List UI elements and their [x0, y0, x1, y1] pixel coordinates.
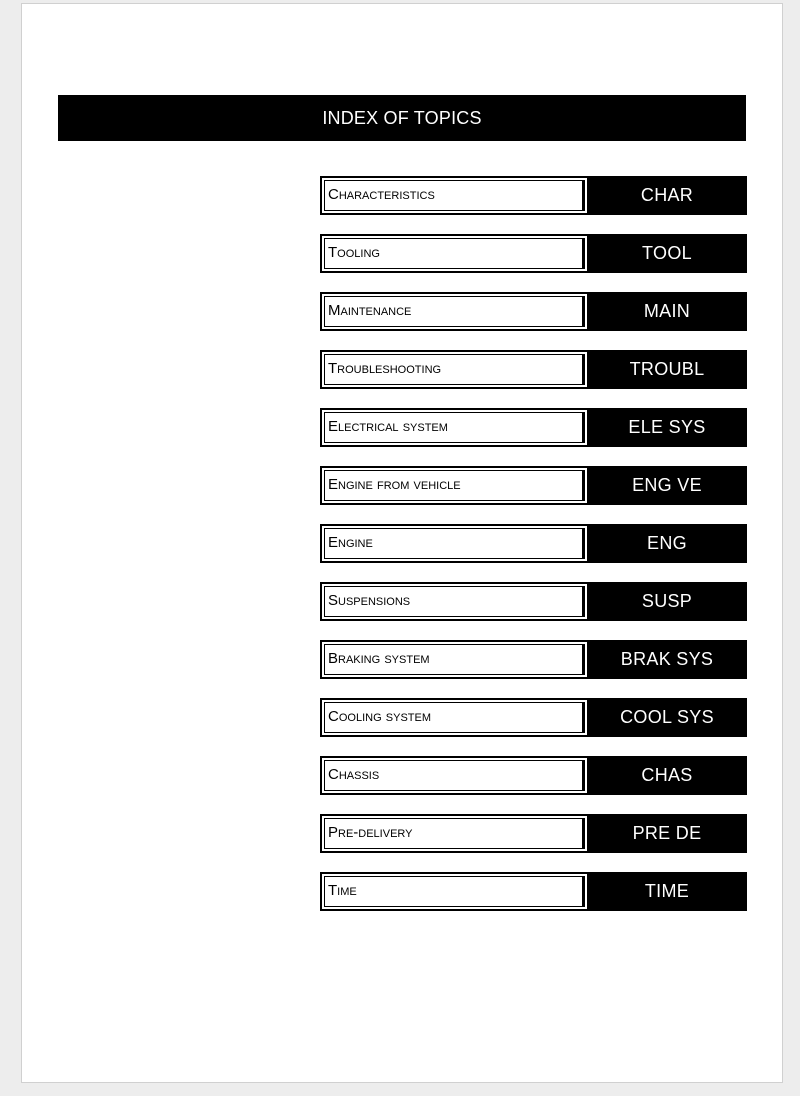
topic-code[interactable]: SUSP — [587, 582, 747, 621]
topic-label-box — [320, 292, 587, 331]
topic-code[interactable]: TROUBL — [587, 350, 747, 389]
topic-label-box — [320, 814, 587, 853]
topic-code[interactable]: CHAS — [587, 756, 747, 795]
topic-label: Engine from vehicle — [324, 470, 585, 501]
topic-code[interactable]: ENG VE — [587, 466, 747, 505]
topic-code[interactable]: ELE SYS — [587, 408, 747, 447]
topic-label-box — [320, 872, 587, 911]
topic-label-box — [320, 698, 587, 737]
topic-label: Characteristics — [324, 180, 585, 211]
topic-label: Engine — [324, 528, 585, 559]
topic-label: Suspensions — [324, 586, 585, 617]
topic-label: Maintenance — [324, 296, 585, 327]
topic-row-troubleshooting[interactable] — [320, 350, 747, 389]
topic-row-engine-from-vehicle[interactable] — [320, 466, 747, 505]
topic-label-box — [320, 756, 587, 795]
topic-row-braking-system[interactable] — [320, 640, 747, 679]
topic-label-box — [320, 640, 587, 679]
topic-label: Cooling system — [324, 702, 585, 733]
topic-label-box — [320, 524, 587, 563]
topic-label-box — [320, 582, 587, 621]
topic-row-pre-delivery[interactable] — [320, 814, 747, 853]
topic-label-box — [320, 176, 587, 215]
topic-code[interactable]: PRE DE — [587, 814, 747, 853]
topic-label: Time — [324, 876, 585, 907]
topic-code[interactable]: BRAK SYS — [587, 640, 747, 679]
topic-code[interactable]: ENG — [587, 524, 747, 563]
topic-label: Braking system — [324, 644, 585, 675]
topic-label-box — [320, 466, 587, 505]
topic-code[interactable]: CHAR — [587, 176, 747, 215]
topic-label: Pre-delivery — [324, 818, 585, 849]
topic-row-maintenance[interactable] — [320, 292, 747, 331]
topic-label: Chassis — [324, 760, 585, 791]
topic-label: Electrical system — [324, 412, 585, 443]
topic-code[interactable]: COOL SYS — [587, 698, 747, 737]
topic-label-box — [320, 234, 587, 273]
topic-row-tooling[interactable] — [320, 234, 747, 273]
topic-row-characteristics[interactable] — [320, 176, 747, 215]
topic-row-chassis[interactable] — [320, 756, 747, 795]
topic-row-suspensions[interactable] — [320, 582, 747, 621]
topic-label-box — [320, 350, 587, 389]
topic-label: Tooling — [324, 238, 585, 269]
topic-label: Troubleshooting — [324, 354, 585, 385]
topic-code[interactable]: TIME — [587, 872, 747, 911]
topic-code[interactable]: MAIN — [587, 292, 747, 331]
index-title-bar — [58, 95, 746, 141]
topic-row-electrical-system[interactable] — [320, 408, 747, 447]
topic-row-cooling-system[interactable] — [320, 698, 747, 737]
index-title: INDEX OF TOPICS — [322, 108, 482, 128]
topic-code[interactable]: TOOL — [587, 234, 747, 273]
topic-row-engine[interactable] — [320, 524, 747, 563]
topic-label-box — [320, 408, 587, 447]
topic-row-time[interactable] — [320, 872, 747, 911]
